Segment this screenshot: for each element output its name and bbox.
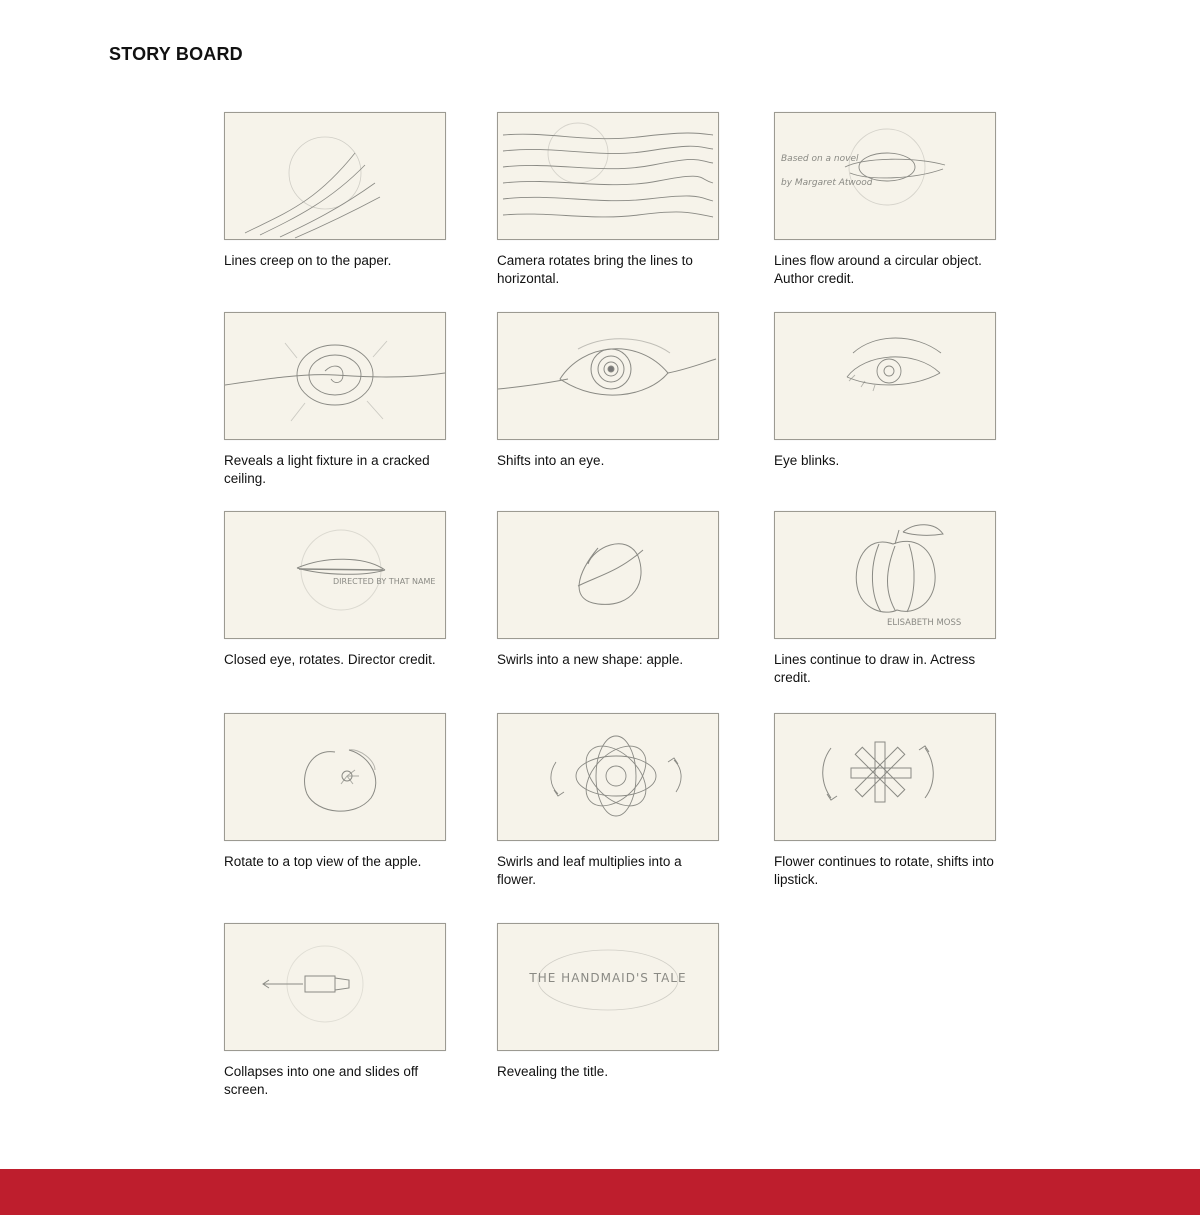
storyboard-frame-14 — [497, 923, 767, 1081]
frame-caption: Swirls and leaf multiplies into a flower. — [497, 854, 682, 887]
storyboard-frame-10 — [224, 713, 494, 871]
sketch-author-line-1: Based on a novel — [781, 154, 859, 164]
sketch-eye — [497, 312, 719, 440]
sketch-closed-eye — [224, 511, 446, 639]
frame-caption: Lines creep on to the paper. — [224, 253, 392, 268]
sketch-director-credit: DIRECTED BY THAT NAME — [333, 577, 436, 586]
storyboard-frame-8 — [497, 511, 767, 669]
sketch-apple — [774, 511, 996, 639]
storyboard-frame-9 — [774, 511, 1044, 687]
sketch-circular-object — [774, 112, 996, 240]
storyboard-frame-6 — [774, 312, 1044, 470]
frame-caption: Swirls into a new shape: apple. — [497, 652, 684, 667]
storyboard-frame-7 — [224, 511, 494, 669]
sketch-apple-top-view — [224, 713, 446, 841]
sketch-light-fixture — [224, 312, 446, 440]
sketch-horizontal-lines — [497, 112, 719, 240]
sketch-apple-swirl — [497, 511, 719, 639]
frame-caption: Rotate to a top view of the apple. — [224, 854, 422, 869]
frame-caption: Flower continues to rotate, shifts into lipstick. — [774, 854, 994, 887]
storyboard-frame-3 — [774, 112, 1044, 288]
frame-caption: Revealing the title. — [497, 1064, 609, 1079]
frame-caption: Shifts into an eye. — [497, 453, 605, 468]
storyboard-frame-5 — [497, 312, 767, 470]
sketch-eye-blink — [774, 312, 996, 440]
frame-caption: Eye blinks. — [774, 453, 840, 468]
sketch-slide-off — [224, 923, 446, 1051]
page-title: STORY BOARD — [109, 44, 243, 64]
frame-caption: Lines continue to draw in. Actress credit. — [774, 652, 976, 685]
storyboard-frame-4 — [224, 312, 494, 488]
sketch-lines-creep — [224, 112, 446, 240]
frame-caption: Lines flow around a circular object. Author credit. — [774, 253, 982, 286]
sketch-lipstick — [774, 713, 996, 841]
storyboard-frame-2 — [497, 112, 767, 288]
storyboard-frame-13 — [224, 923, 494, 1099]
storyboard-frame-11 — [497, 713, 767, 889]
frame-caption: Camera rotates bring the lines to horizontal. — [497, 253, 693, 286]
sketch-title-reveal — [497, 923, 719, 1051]
sketch-title-text: THE HANDMAID'S TALE — [529, 971, 687, 985]
sketch-actress-credit: ELISABETH MOSS — [887, 618, 962, 628]
storyboard-frame-1 — [224, 112, 494, 270]
sketch-flower — [497, 713, 719, 841]
storyboard-frame-12 — [774, 713, 1044, 889]
frame-caption: Reveals a light fixture in a cracked ceiling. — [224, 453, 430, 486]
frame-caption: Collapses into one and slides off screen. — [224, 1064, 419, 1097]
sketch-author-line-2: by Margaret Atwood — [781, 178, 873, 188]
frame-caption: Closed eye, rotates. Director credit. — [224, 652, 436, 667]
footer-bar — [0, 1169, 1200, 1215]
